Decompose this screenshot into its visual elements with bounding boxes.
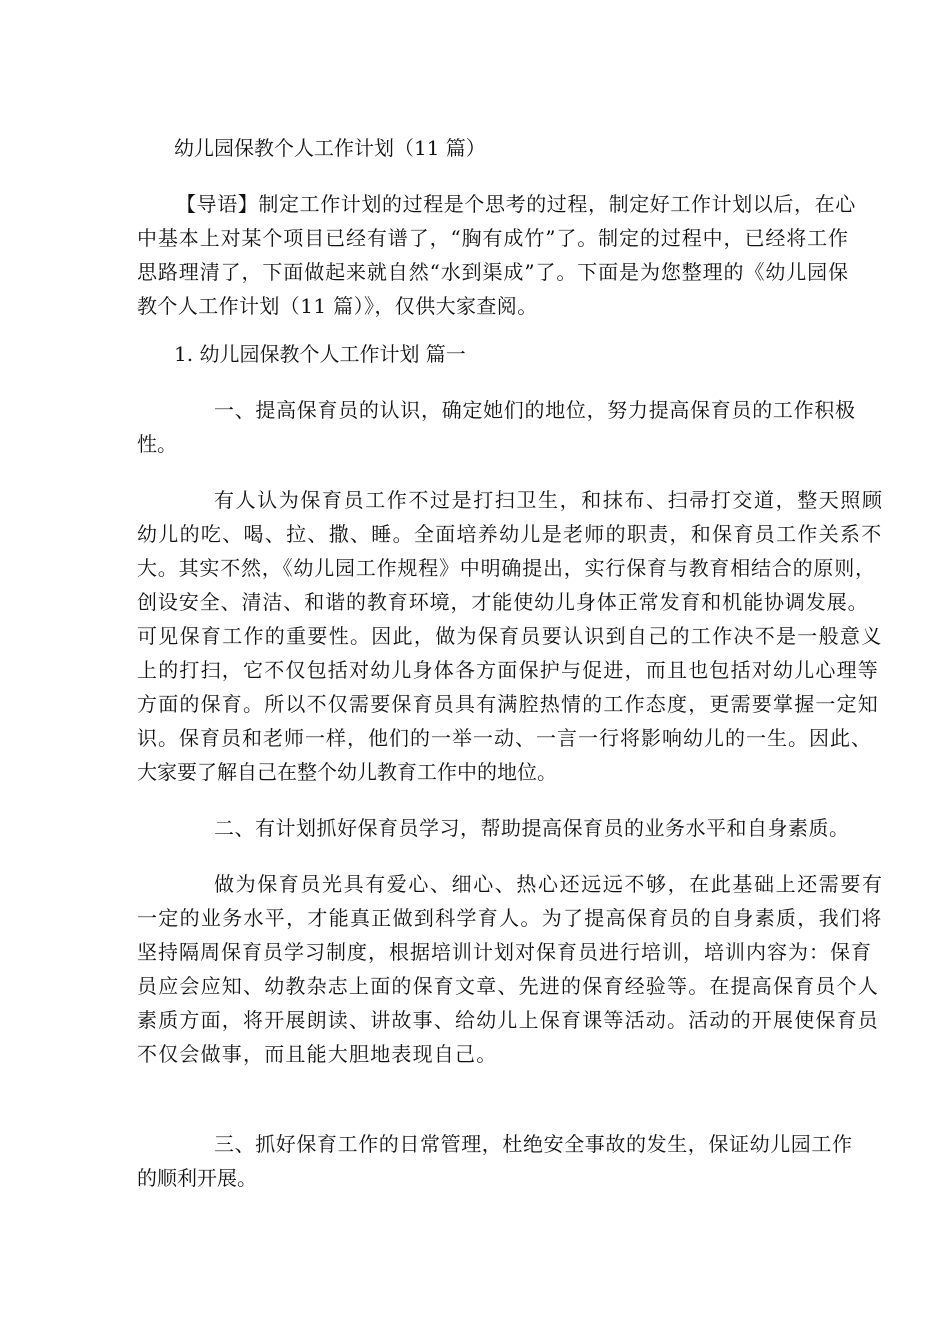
paragraph-line: 员应会应知、幼教杂志上面的保育文章、先进的保育经验等。在提高保育员个人 <box>137 974 879 998</box>
intro-line: 【导语】制定工作计划的过程是个思考的过程，制定好工作计划以后，在心 <box>176 192 856 216</box>
paragraph-line: 上的打扫，它不仅包括对幼儿身体各方面保护与促进，而且也包括对幼儿心理等 <box>137 658 879 682</box>
paragraph-line: 有人认为保育员工作不过是打扫卫生，和抹布、扫帚打交道，整天照顾 <box>214 488 884 512</box>
paragraph-line: 一、提高保育员的认识，确定她们的地位，努力提高保育员的工作积极 <box>214 398 856 422</box>
paragraph-line: 不仅会做事，而且能大胆地表现自己。 <box>137 1042 498 1066</box>
intro-line: 中基本上对某个项目已经有谱了，“胸有成竹”了。制定的过程中，已经将工作 <box>137 226 849 250</box>
intro-line: 思路理清了，下面做起来就自然“水到渠成”了。下面是为您整理的《幼儿园保 <box>137 260 849 284</box>
paragraph-line: 二、有计划抓好保育员学习，帮助提高保育员的业务水平和自身素质。 <box>214 816 850 840</box>
paragraph-line: 可见保育工作的重要性。因此，做为保育员要认识到自己的工作决不是一般意义 <box>137 624 883 648</box>
paragraph-line: 幼儿的吃、喝、拉、撒、睡。全面培养幼儿是老师的职责，和保育员工作关系不 <box>137 522 883 546</box>
paragraph-line: 创设安全、清洁、和谐的教育环境，才能使幼儿身体正常发育和机能协调发展。 <box>137 590 869 614</box>
section-heading: 1. 幼儿园保教个人工作计划 篇一 <box>174 342 466 366</box>
paragraph-line: 三、抓好保育工作的日常管理，杜绝安全事故的发生，保证幼儿园工作 <box>214 1132 853 1156</box>
paragraph-line: 大家要了解自己在整个幼儿教育工作中的地位。 <box>137 760 557 784</box>
paragraph-line: 方面的保育。所以不仅需要保育员具有满腔热情的工作态度，更需要掌握一定知 <box>137 692 879 716</box>
paragraph-line: 识。保育员和老师一样，他们的一举一动、一言一行将影响幼儿的一生。因此、 <box>137 726 872 750</box>
paragraph-line: 坚持隔周保育员学习制度，根据培训计划对保育员进行培训，培训内容为：保育 <box>137 940 872 964</box>
paragraph-line: 素质方面，将开展朗读、讲故事、给幼儿上保育课等活动。活动的开展使保育员 <box>137 1008 879 1032</box>
intro-line: 教个人工作计划（11 篇）》，仅供大家查阅。 <box>137 294 538 318</box>
paragraph-line: 的顺利开展。 <box>137 1166 257 1190</box>
paragraph-line: 一定的业务水平，才能真正做到科学育人。为了提高保育员的自身素质，我们将 <box>137 906 883 930</box>
paragraph-line: 性。 <box>137 432 177 456</box>
paragraph-line: 做为保育员光具有爱心、细心、热心还远远不够，在此基础上还需要有 <box>214 872 884 896</box>
document-title: 幼儿园保教个人工作计划（11 篇） <box>174 136 486 160</box>
paragraph-line: 大。其实不然，《幼儿园工作规程》中明确提出，实行保育与教育相结合的原则， <box>137 556 876 580</box>
